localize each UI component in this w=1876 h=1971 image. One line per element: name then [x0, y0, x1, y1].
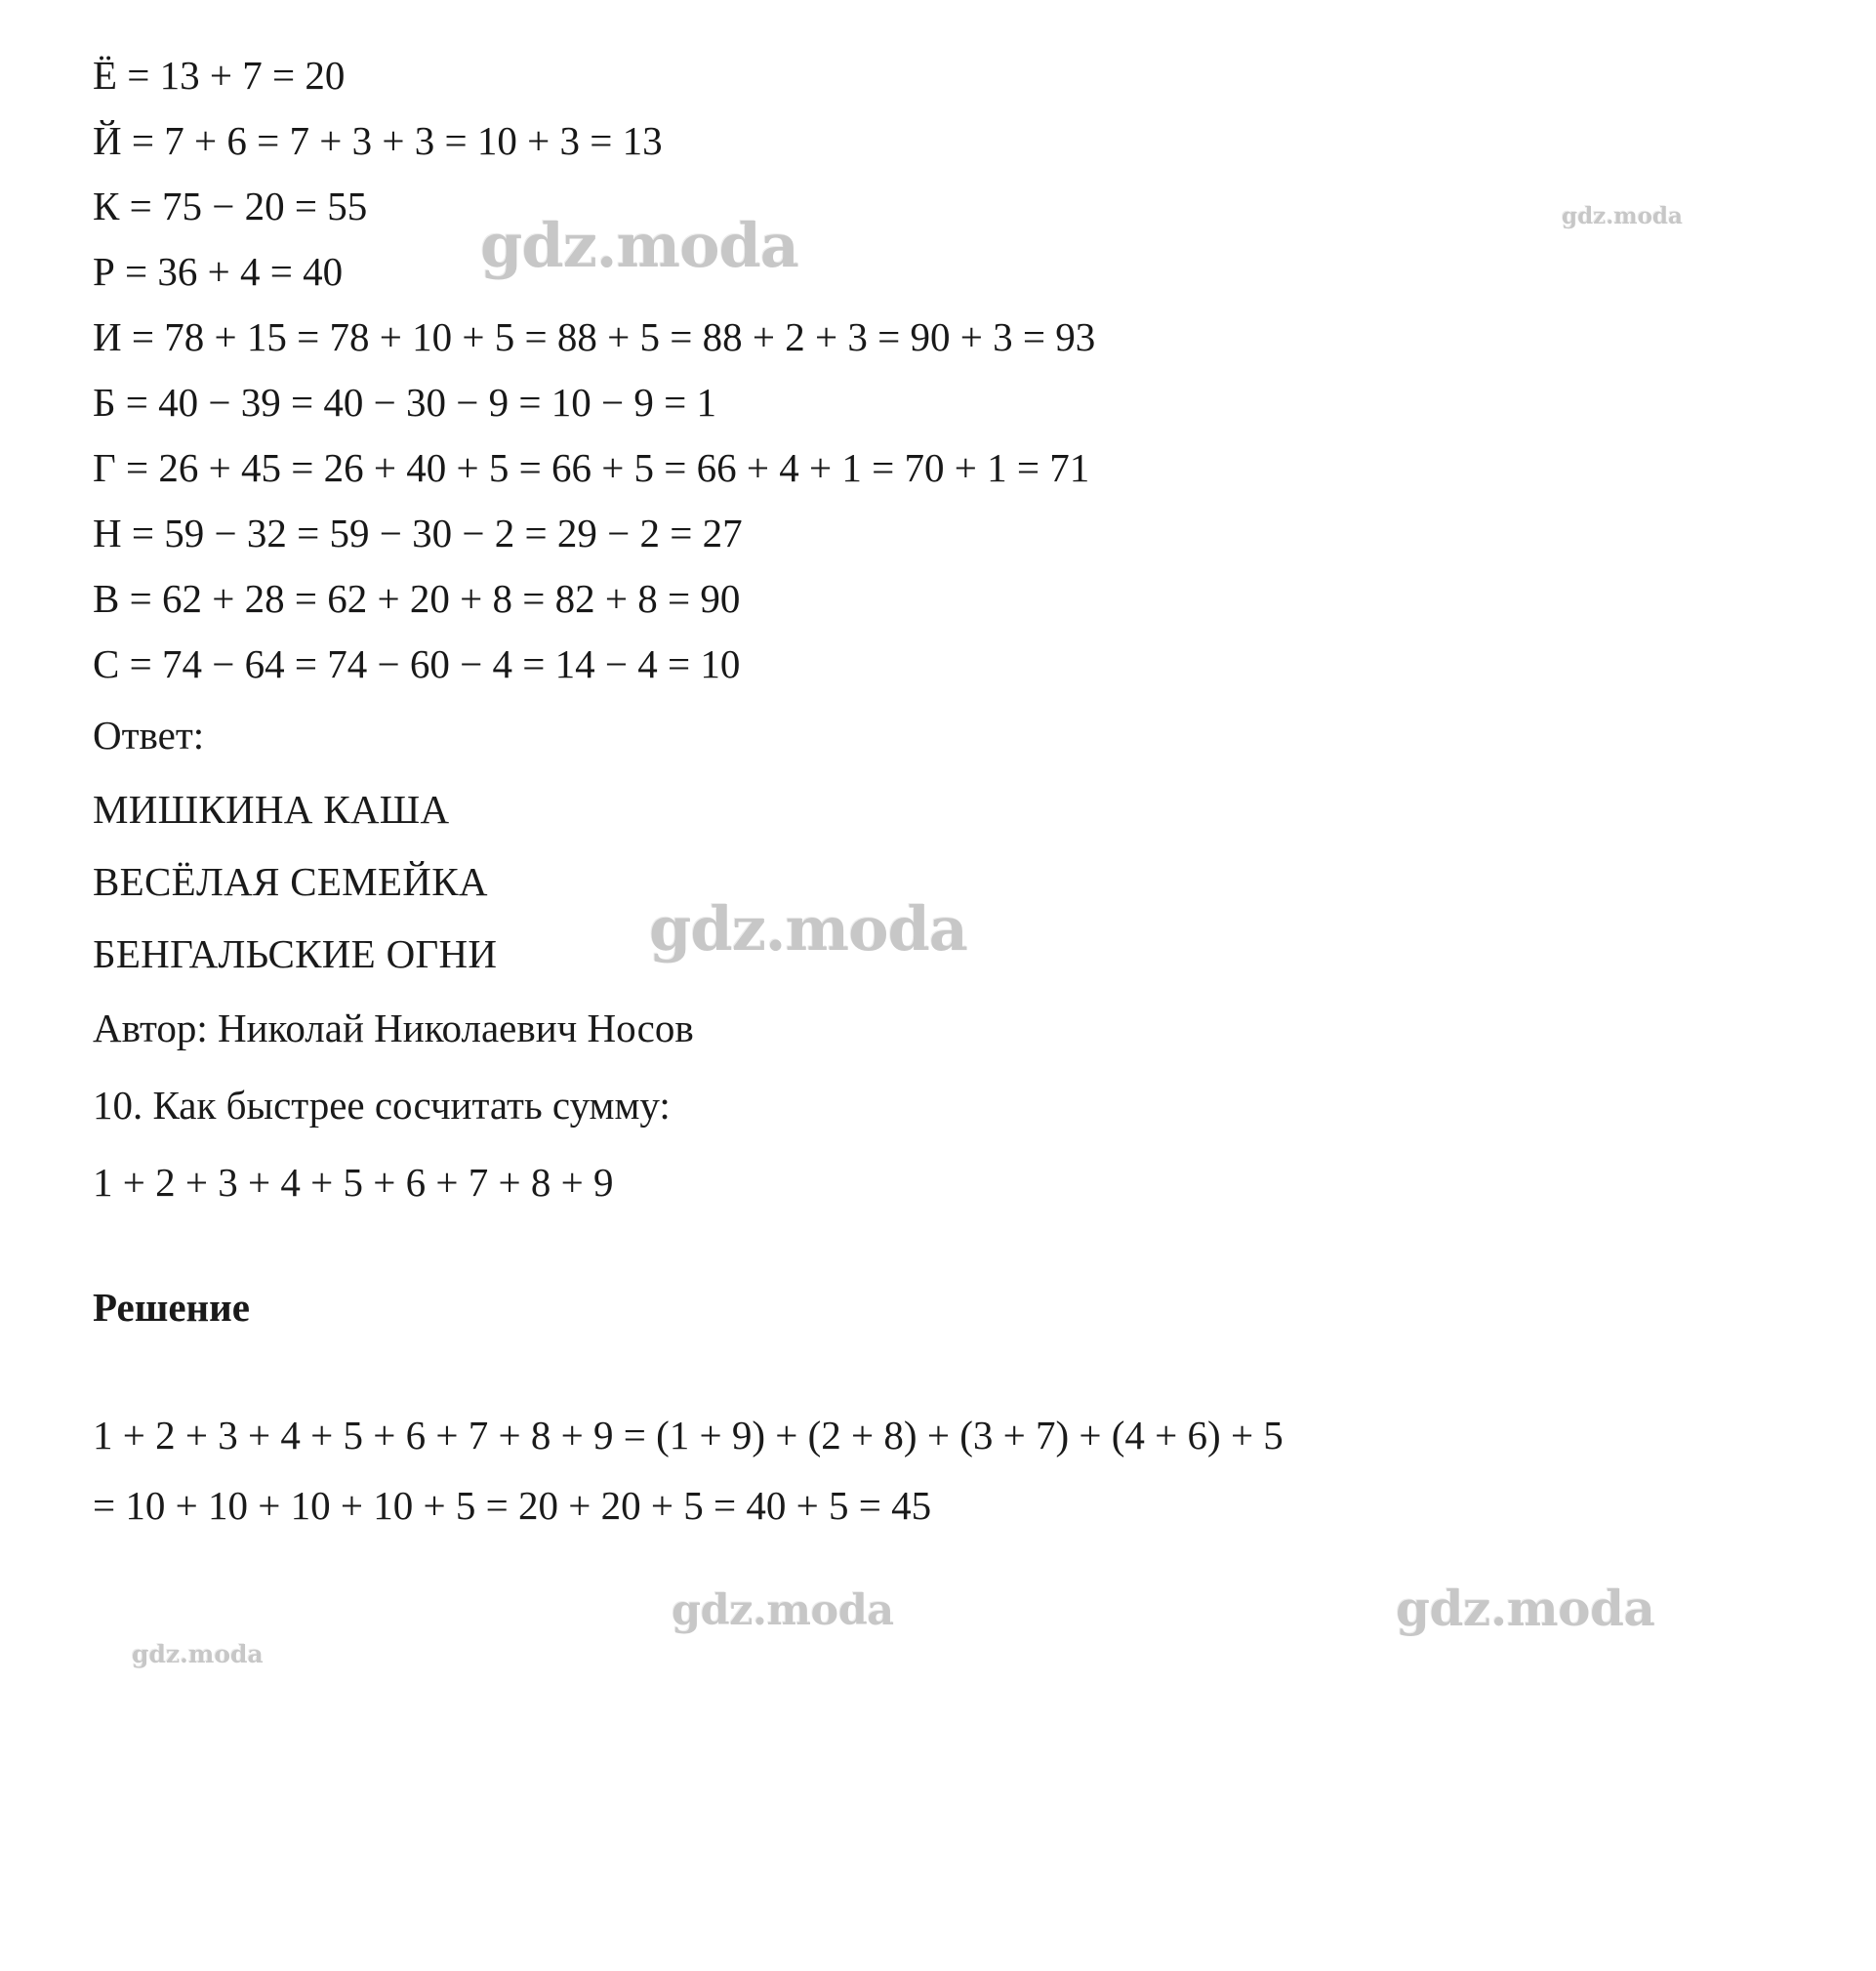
equation-line: С = 74 − 64 = 74 − 60 − 4 = 14 − 4 = 10 — [93, 641, 741, 686]
watermark: gdz.moda — [1396, 1580, 1655, 1637]
answer-title: ВЕСЁЛАЯ СЕМЕЙКА — [93, 859, 488, 904]
spacer — [93, 1343, 1752, 1400]
watermark: gdz.moda — [649, 893, 967, 965]
answer-title: БЕНГАЛЬСКИЕ ОГНИ — [93, 931, 498, 976]
document-content — [93, 43, 1752, 1540]
watermark: gdz.moda — [132, 1640, 264, 1668]
equation-line: Й = 7 + 6 = 7 + 3 + 3 = 10 + 3 = 13 — [93, 118, 663, 163]
watermark: gdz.moda — [480, 210, 798, 281]
equation-line: К = 75 − 20 = 55 — [93, 184, 368, 228]
watermark: gdz.moda — [1562, 203, 1683, 229]
equation-line: В = 62 + 28 = 62 + 20 + 8 = 82 + 8 = 90 — [93, 576, 741, 621]
solution-line: 1 + 2 + 3 + 4 + 5 + 6 + 7 + 8 + 9 = (1 + 9) + (2 + 8) + (3 + 7) + (4 + 6) + 5 — [93, 1413, 1284, 1458]
equation-line: Р = 36 + 4 = 40 — [93, 249, 344, 294]
equation-line: Б = 40 − 39 = 40 − 30 − 9 = 10 − 9 = 1 — [93, 380, 717, 425]
equation-line: И = 78 + 15 = 78 + 10 + 5 = 88 + 5 = 88 + 2 + 3 = 90 + 3 = 93 — [93, 314, 1096, 359]
solution-heading: Решение — [93, 1285, 250, 1330]
answer-label: Ответ: — [93, 713, 205, 758]
solution-line: = 10 + 10 + 10 + 10 + 5 = 20 + 20 + 5 = 40 + 5 = 45 — [93, 1483, 932, 1528]
equation-line: Н = 59 − 32 = 59 − 30 − 2 = 29 − 2 = 27 — [93, 511, 743, 555]
spacer — [93, 1220, 1752, 1271]
watermark: gdz.moda — [672, 1586, 894, 1635]
task-prompt: 10. Как быстрее сосчитать сумму: — [93, 1083, 671, 1128]
equation-line: Ё = 13 + 7 = 20 — [93, 53, 346, 98]
task-expression: 1 + 2 + 3 + 4 + 5 + 6 + 7 + 8 + 9 — [93, 1160, 614, 1205]
answer-title: МИШКИНА КАША — [93, 787, 450, 832]
equation-line: Г = 26 + 45 = 26 + 40 + 5 = 66 + 5 = 66 + 4 + 1 = 70 + 1 = 71 — [93, 445, 1090, 490]
author-line: Автор: Николай Николаевич Носов — [93, 1006, 694, 1050]
